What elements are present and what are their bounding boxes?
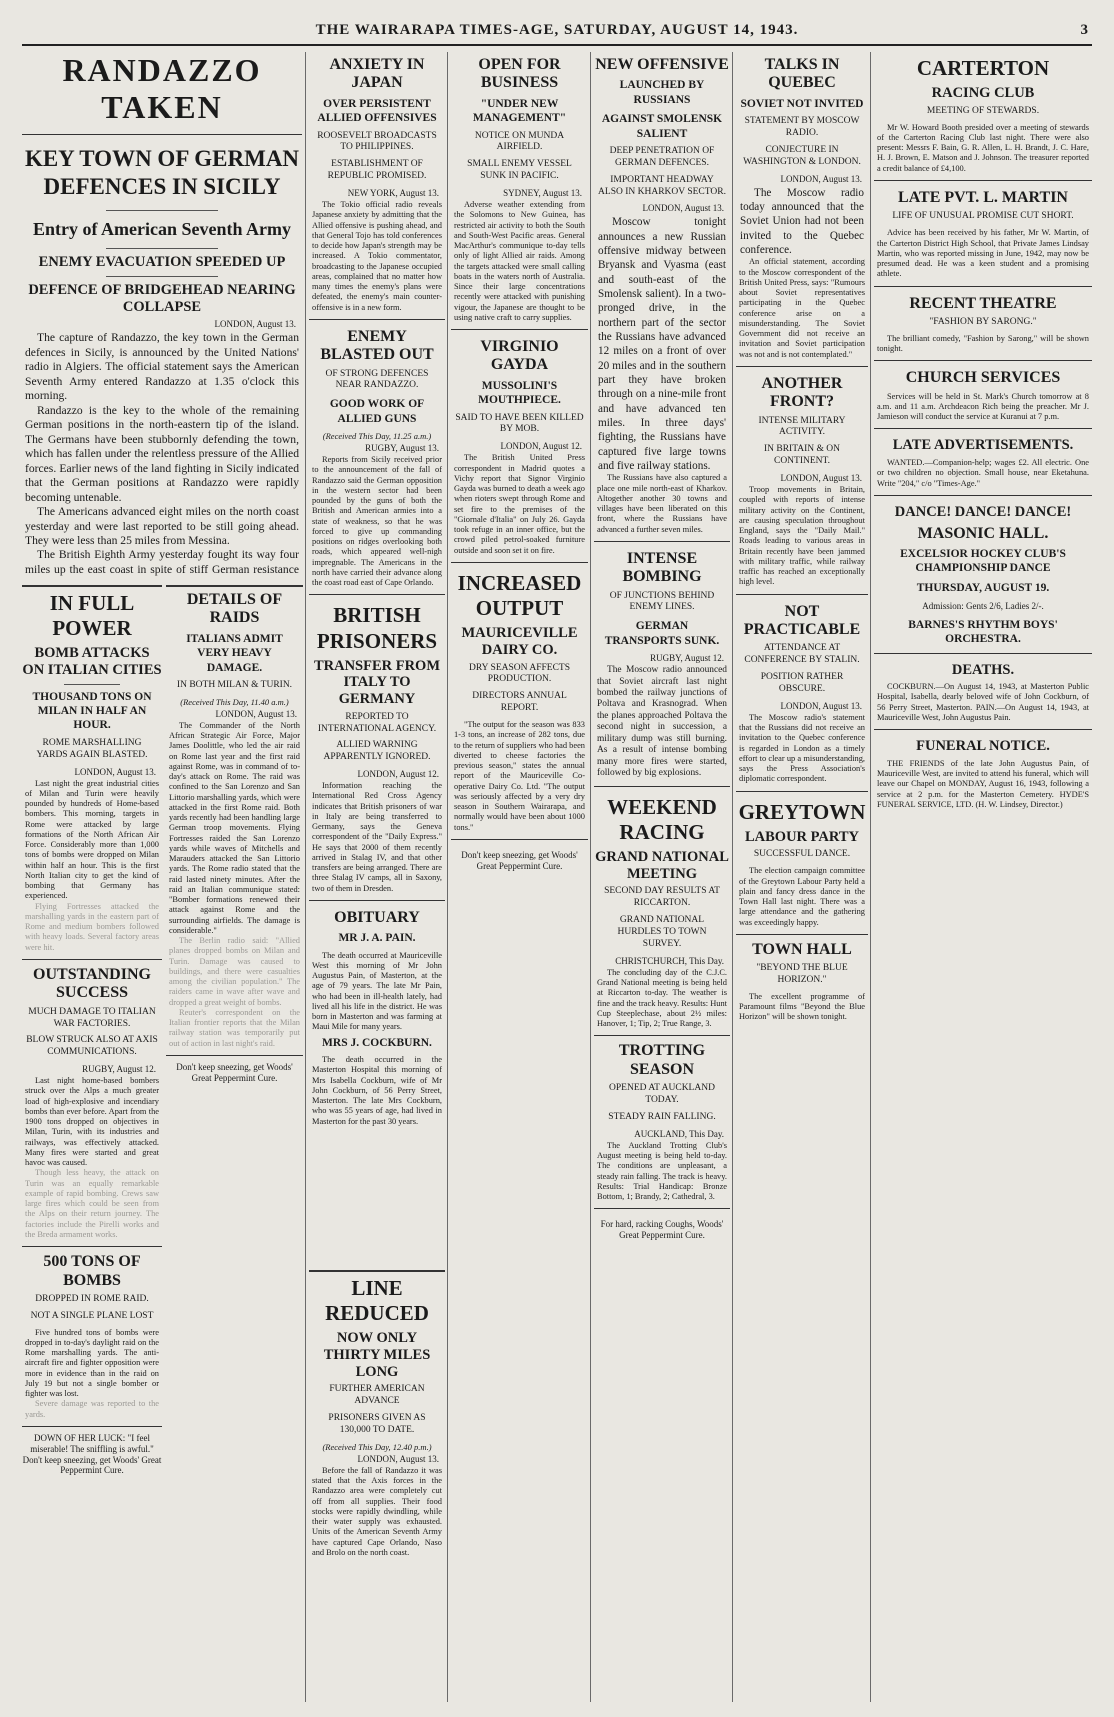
- dateline: RUGBY, August 13.: [365, 443, 439, 454]
- advert-woods: Don't keep sneezing, get Woods' Great Peppermint Cure.: [461, 849, 578, 871]
- subhead: ALLIED WARNING APPARENTLY IGNORED.: [323, 740, 431, 763]
- paragraph: "The output for the season was 833 1-3 tons, an increase of 282 tons, due to the return of suppliers who had been diverted to cheese factories the previous season," states the annual report of the Mauriceville Co-operative Dairy Co. Ltd. "The output was seriously affected by a very dry season in Southern Wairarapa, and normally would have been about 1000 tons.": [454, 720, 585, 832]
- deck: DEFENCE OF BRIDGEHEAD NEARING COLLAPSE: [28, 281, 296, 315]
- headline: CHURCH SERVICES: [905, 369, 1061, 387]
- subhead: IMPORTANT HEADWAY ALSO IN KHARKOV SECTOR.: [598, 174, 726, 197]
- paragraph: The Moscow radio's statement that the Russians did not receive an invitation to the Quebec conference is regarded in London as a timely effort to clear up a misunderstanding, says the Press Association's diplomatic correspondent.: [739, 712, 865, 784]
- subhead: SMALL ENEMY VESSEL SUNK IN PACIFIC.: [467, 159, 572, 182]
- subhead: IN BOTH MILAN & TURIN.: [176, 679, 293, 690]
- headline: INCREASED OUTPUT: [457, 570, 582, 620]
- paragraph: The excellent programme of Paramount films "Beyond the Blue Horizon" will be shown tonight.: [739, 991, 865, 1022]
- subhead: ROME MARSHALLING YARDS AGAIN BLASTED.: [36, 737, 148, 760]
- paragraph: The brilliant comedy, "Fashion by Sarong," will be shown tonight.: [877, 333, 1089, 354]
- subhead: TROTTING SEASON: [618, 1042, 706, 1078]
- divider: [594, 1035, 730, 1036]
- headline: OPEN FOR BUSINESS: [478, 56, 561, 92]
- headline: GREYTOWN: [738, 799, 866, 824]
- subhead: POSITION RATHER OBSCURE.: [760, 672, 844, 694]
- funeral-notice: THE FRIENDS of the late John Augustus Pain, of Mauriceville West, are invited to attend his funeral, which will leave our Chapel on MONDAY, August 16, 1943, following a service at 2 p.m. for the Masterton Cemetery. HYDE'S FUNERAL SERVICE, LTD. (H. W. Lindsey, Director.): [877, 758, 1089, 809]
- dance-event: EXCELSIOR HOCKEY CLUB'S CHAMPIONSHIP DANCE: [900, 547, 1066, 575]
- subhead: FURTHER AMERICAN ADVANCE: [329, 1384, 425, 1407]
- dateline: SYDNEY, August 13.: [503, 188, 582, 199]
- column-5: [594, 52, 730, 1702]
- subhead: STATEMENT BY MOSCOW RADIO.: [744, 116, 860, 139]
- received-note: (Received This Day, 11.40 a.m.): [180, 696, 289, 707]
- headline: INTENSE BOMBING: [622, 549, 702, 586]
- subhead: CONJECTURE IN WASHINGTON & LONDON.: [743, 144, 861, 167]
- headline: RECENT THEATRE: [909, 294, 1057, 312]
- column-rule: [305, 52, 306, 1702]
- divider: [22, 1426, 162, 1427]
- subhead: THOUSAND TONS ON MILAN IN HALF AN HOUR.: [32, 690, 152, 732]
- dateline: LONDON, August 13.: [780, 473, 862, 484]
- paragraph: Five hundred tons of bombs were dropped in to-day's daylight raid on the Rome marshalling yards. The anti-aircraft fire and fighter opposition were more in evidence than in the raid on July 19 but not a single bomber or fighter was lost.: [25, 1327, 159, 1399]
- paragraph: Information reaching the International Red Cross Agency indicates that British prisoners of war in Italy are being transferred to Germany, says the Geneva correspondent of the "Daily Express." He says that 2000 of them recently arrived in Stalag IV, and that other transfers are being arranged. There are three Stalag IV camps, all in Saxony, two of them in Dresden.: [312, 781, 442, 893]
- deck: TRANSFER FROM ITALY TO GERMANY: [313, 657, 441, 708]
- deck: ITALIANS ADMIT VERY HEAVY DAMAGE.: [186, 632, 283, 674]
- dateline: AUCKLAND, This Day.: [634, 1128, 724, 1139]
- received-note: (Received This Day, 11.25 a.m.): [322, 431, 432, 442]
- masthead: [22, 20, 1092, 46]
- subhead: DROPPED IN ROME RAID.: [35, 1293, 149, 1304]
- subhead: NOT A SINGLE PLANE LOST: [30, 1310, 154, 1321]
- paragraph: The Commander of the North African Strategic Air Force, Major James Doolittle, who led the air raid on Rome last year and the first raid against Rome, was in command of to-day's attack on Rome. The raid was confined to the San Lorenzo and San Littorio marshalling yards, which were attacked in the first Rome raid. Both yards recently had been handling large German troop movements. Flying Fortresses raided the San Lorenzo yards while waves of Mitchells and Marauders attacked the San Littorio yards. The Rome radio stated that the raid lasted ninety minutes. After the raid an Italian communique stated: "Bomber formations renewed their attack against Rome and the surrounding airfields. The damage is considerable.": [169, 720, 300, 935]
- classified-ad: WANTED.—Companion-help; wages £2. All electric. One or two children no objection. Small house, near Eketahuna. Write "204," c/o "Times-Age.": [877, 458, 1089, 488]
- divider: [106, 276, 218, 277]
- divider: [22, 959, 162, 960]
- paragraph: Last night the great industrial cities of Milan and Turin were heavily pounded by hundreds of Home-based bombers. This morning, targets in Rome were attacked by large formations of the North African Air Force. Considerably more than 1,000 tons of bombs were dropped on Milan within half an hour. This is the first North Italian city to get the kind of bombing that Germany has experienced.: [25, 778, 159, 901]
- article-full-power: IN FULL POWER BOMB ATTACKS ON ITALIAN CITIES THOUSAND TONS ON MILAN IN HALF AN HOUR. ROME MARSHALLING YARDS AGAIN BLASTED. LONDON, August 13. Last night the great industrial cities of Milan and Turin were heavily pounded by hundreds of Home-based bombers. This morning, targets in Rome were attacked by large formations of the North African Air Force. Considerably more than 1,000 tons of bombs were dropped on Milan within half an hour. This is the first North Italian city to get the kind of bombing that Germany has experienced. Flying Fortresses attacked the marshalling yards in the eastern part of Rome and medium bombers followed with heavy loads. Several factory areas were hit. OUTSTANDING SUCCESS MUCH DAMAGE TO ITALIAN WAR FACTORIES. BLOW STRUCK ALSO AT AXIS COMMUNICATIONS. RUGBY, August 12. Last night home-based bombers struck over the Alps a much greater load of high-explosive and incendiary bombs than ever before. Apart from the 1900 tons dropped on objectives in Milan, Turin, with its industries and railways, was effectively attacked. Many fires were started and great havoc was caused. Though less heavy, the attack on Turin was an equally remarkable example of rapid bombing. Crews saw large fires which could be seen from the Alps on their return journey. The factories include the Pirelli works and the Breda armament works. 500 TONS OF BOMBS DROPPED IN ROME RAID. NOT A SINGLE PLANE LOST Five hundred tons of bombs were dropped in to-day's daylight raid on the Rome marshalling yards. The anti-aircraft fire and fighter opposition were more in evidence than in the raid on July 19 but not a single bomber or fighter was lost. Severe damage was reported to the yards. DOWN OF HER LUCK: "I feel miserable! The sniffling is awful." Don't keep sneezing, get Woods' Great Peppermint Cure.: [22, 585, 162, 1702]
- paragraph: The Russians have also captured a place one mile north-east of Kharkov. Altogether another 30 towns and villages have been liberated on this front, where the Russians have advanced a further seven miles.: [597, 473, 727, 534]
- headline: DEATHS.: [951, 661, 1015, 678]
- banner-headline: RANDAZZO TAKEN: [22, 52, 302, 135]
- subhead: MUCH DAMAGE TO ITALIAN WAR FACTORIES.: [28, 1006, 156, 1029]
- paragraph: The British United Press correspondent in Madrid quotes a Vichy report that Signor Virginio Gayda was burned to death a week ago when rioters swept through Rome and set fire to the premises of the "Giornale d'Italia" on July 26. Gayda took refuge in an inner office, but the crowd piled petrol-soaked furniture outside and soon set it on fire.: [454, 453, 585, 555]
- dateline: LONDON, August 13.: [357, 1453, 439, 1464]
- deck: OF JUNCTIONS BEHIND ENEMY LINES.: [609, 590, 715, 613]
- dateline: CHRISTCHURCH, This Day.: [615, 955, 724, 966]
- headline: ANXIETY IN JAPAN: [329, 56, 425, 92]
- subhead: MRS J. COCKBURN.: [322, 1036, 432, 1049]
- subhead: BLOW STRUCK ALSO AT AXIS COMMUNICATIONS.: [26, 1035, 158, 1058]
- headline: TALKS IN QUEBEC: [764, 56, 840, 92]
- dateline: LONDON, August 12.: [357, 769, 439, 780]
- deck: LABOUR PARTY: [744, 828, 860, 845]
- paragraph: The death occurred in the Masterton Hospital this morning of Mrs Isabella Cockburn, wife of Mr John Cockburn, of 56 Perry Street, Masterton. The late Mrs Cockburn, who was 55 years of age, had lived in Masterton for the past 30 years.: [312, 1055, 442, 1126]
- dance-admission: Admission: Gents 2/6, Ladies 2/-.: [922, 601, 1044, 612]
- headline: ENEMY BLASTED OUT: [320, 327, 434, 364]
- subhead: PRISONERS GIVEN AS 130,000 TO DATE.: [328, 1413, 426, 1436]
- dateline: LONDON, August 13.: [214, 319, 296, 330]
- dance-date: THURSDAY, AUGUST 19.: [916, 581, 1050, 594]
- headline: ANOTHER FRONT?: [761, 374, 843, 411]
- lead-paragraph: Moscow tonight announces a new Russian offensive midway between Bryansk and Vyasma (east and south-east of the Smolensk salient). In a two-pronged drive, in the northern part of the sector the Russians have advanced 12 miles on a front of over 20 miles and in the southern part they have broken through on a nine-mile front and have advanced ten miles. In three days' fighting, the Russians have captured five large towns and five railway stations.: [598, 216, 726, 472]
- column-rule: [447, 52, 448, 1702]
- subhead: OPENED AT AUCKLAND TODAY.: [609, 1083, 715, 1106]
- subhead: SAID TO HAVE BEEN KILLED BY MOB.: [455, 412, 584, 435]
- dateline: LONDON, August 13.: [780, 700, 862, 711]
- subhead: MEETING OF STEWARDS.: [926, 105, 1040, 116]
- headline: NEW OFFENSIVE: [595, 56, 729, 73]
- subhead: GERMAN TRANSPORTS SUNK.: [604, 620, 720, 647]
- headline: LINE REDUCED: [325, 1276, 429, 1326]
- subhead: SECOND DAY RESULTS AT RICCARTON.: [604, 886, 720, 909]
- subhead: ROOSEVELT BROADCASTS TO PHILIPPINES.: [317, 130, 437, 153]
- article-randazzo: [22, 52, 302, 577]
- dateline: LONDON, August 13.: [74, 766, 156, 777]
- subhead: NOTICE ON MUNDA AIRFIELD.: [474, 130, 565, 153]
- column-4: [451, 52, 588, 1702]
- article-line-reduced: [309, 1270, 445, 1700]
- headline: CARTERTON: [916, 56, 1050, 80]
- column-rule: [870, 52, 871, 1702]
- paragraph: The Auckland Trotting Club's August meeting is being held to-day. The conditions are unpleasant, a steady rain falling. The track is heavy. Results: Trial Handicap: Bronze Bottom, 1; Brandy, 2; Cathedral, 3.: [597, 1140, 727, 1202]
- divider: [22, 1246, 162, 1247]
- paragraph: Services will be held in St. Mark's Church tomorrow at 8 a.m. and 11 a.m. Archdeacon Rich being the preacher. Mr J. Jamieson will conduct the service at Kuranui at 7 p.m.: [877, 391, 1089, 422]
- death-notices: COCKBURN.—On August 14, 1943, at Masterton Public Hospital, Isabella, dearly beloved wife of John Cockburn, of 56 Perry Street, Masterton. PAIN.—On August 14, 1943, at Mauriceville West, John Augustus Pain.: [877, 682, 1089, 722]
- newspaper-title: THE WAIRARAPA TIMES-AGE, SATURDAY, AUGUST 14, 1943.: [315, 22, 799, 38]
- deck: NOW ONLY THIRTY MILES LONG: [323, 1330, 431, 1380]
- advert-quip: DOWN OF HER LUCK: "I feel miserable! The sniffling is awful." Don't keep sneezing, get Woods' Great Peppermint Cure.: [22, 1432, 162, 1476]
- subhead: LIFE OF UNUSUAL PROMISE CUT SHORT.: [892, 211, 1074, 222]
- headline: WEEKEND RACING: [607, 794, 717, 844]
- headline: FUNERAL NOTICE.: [916, 738, 1050, 755]
- subhead: DEEP PENETRATION OF GERMAN DEFENCES.: [609, 145, 715, 168]
- headline: DETAILS OF RAIDS: [186, 591, 283, 627]
- article-details-of-raids: DETAILS OF RAIDS ITALIANS ADMIT VERY HEAVY DAMAGE. IN BOTH MILAN & TURIN. (Received This Day, 11.40 a.m.) LONDON, August 13. The Commander of the North African Strategic Air Force, Major James Doolittle, who led the air raid on Rome last year and the first raid against Rome, was in command of to-day's attack on Rome. The raid was confined to the San Lorenzo and San Littorio marshalling yards, which were attacked in the first Rome raid. Both yards recently had been handling large German troop movements. Flying Fortresses raided the San Lorenzo yards while waves of Mitchells and Marauders attacked the San Littorio yards. The Rome radio stated that the raid lasted ninety minutes. After the raid an Italian communique stated: "Bomber formations renewed their attack against Rome and the surrounding airfields. The damage is considerable." The Berlin radio said: "Allied planes dropped bombs on Milan and Turin. Damage was caused to buildings, and there were casualties among the civilian population." The raiders came in wave after wave and dropped a great weight of bombs. Reuter's correspondent on the Italian frontier reports that the Milan railway station was temporarily put out of action in last night's raid. Don't keep sneezing, get Woods' Great Peppermint Cure.: [166, 585, 303, 1702]
- deck: OVER PERSISTENT ALLIED OFFENSIVES: [317, 97, 437, 125]
- dateline: RUGBY, August 12.: [82, 1064, 156, 1075]
- column-rule: [732, 52, 733, 1702]
- subhead: Entry of American Seventh Army: [33, 219, 291, 240]
- subhead: SUCCESSFUL DANCE.: [753, 849, 851, 860]
- deck: MUSSOLINI'S MOUTHPIECE.: [478, 379, 561, 407]
- subhead: GRAND NATIONAL HURDLES TO TOWN SURVEY.: [617, 915, 707, 949]
- advert-cold: For hard, racking Coughs, Woods' Great Peppermint Cure.: [600, 1219, 724, 1241]
- page-number: 3: [1080, 22, 1088, 38]
- subhead: "FASHION BY SARONG.": [929, 316, 1037, 327]
- deck: LAUNCHED BY RUSSIANS: [619, 79, 705, 106]
- paragraph: The Americans advanced eight miles on the north coast yesterday and were last reported to be still going ahead. They were less than 25 miles from Messina.: [25, 505, 299, 547]
- headline: NOT PRACTICABLE: [743, 602, 861, 638]
- paragraph: The Moscow radio announced that Soviet aircraft last night bombed the railway junctions of Poltava and Krasnograd. When the planes approached Poltava the second night in succession, a military dump was still burning. As a result of intense bombing many more fires were started, followed by big explosions.: [597, 665, 727, 779]
- subhead: IN BRITAIN & ON CONTINENT.: [763, 444, 841, 467]
- paragraph: The capture of Randazzo, the key town in the German defences in Sicily, is announced by the United Nations' radio in Algiers. The official statement says the American Seventh Army entered Randazzo at 1.35 o'clock this morning.: [25, 331, 299, 403]
- paragraph: Mr W. Howard Booth presided over a meeting of stewards of the Carterton Racing Club last night. There were also present: Messrs F. Bain, G. R. Allen, L. H. Brandt, J. C. Hare, H. J. Brown, E. Matson and J. Johnson. The treasurer reported a credit balance of £4,100.: [877, 122, 1089, 173]
- headline: BRITISH PRISONERS: [316, 603, 438, 653]
- deck: BOMB ATTACKS ON ITALIAN CITIES: [22, 645, 162, 679]
- paragraph: An official statement, according to the Moscow correspondent of the British United Press, says: "Rumours about Soviet representatives participating in the Quebec conference arise on a misunderstanding. The Soviet Government did not receive an invitation and Soviet participation was not and is not contemplated.": [739, 257, 865, 359]
- paragraph: The death occurred at Mauriceville West this morning of Mr John Augustus Pain, of Masterton, at the age of 79 years. The late Mr Pain, who had been in ill-health lately, had lived all his life in the district. He was born in Masterton and was farming at Maui Mile for many years.: [312, 950, 442, 1032]
- subhead: STEADY RAIN FALLING.: [608, 1111, 716, 1122]
- paragraph: The election campaign committee of the Greytown Labour Party held a plain and fancy dress dance in the Town Hall last night. There was a large attendance and the gathering was exceedingly happy.: [739, 866, 865, 927]
- divider: [106, 210, 218, 211]
- subhead: TOWN HALL: [752, 940, 852, 958]
- divider: [166, 1055, 303, 1056]
- dateline: RUGBY, August 12.: [650, 653, 724, 664]
- subhead: ESTABLISHMENT OF REPUBLIC PROMISED.: [327, 159, 427, 182]
- subhead: MR J. A. PAIN.: [338, 932, 416, 945]
- paragraph: Troop movements in Britain, coupled with reports of intense military activity on the Continent, are causing speculation throughout England, says the "Daily Mail." Roads leading to various areas in Britain recently have been jammed with military traffic, while railway traffic has reached an exceptionally high level.: [739, 485, 865, 587]
- headline: VIRGINIO GAYDA: [480, 338, 559, 374]
- deck: SOVIET NOT INVITED: [740, 97, 864, 110]
- divider: [106, 248, 218, 249]
- dateline: LONDON, August 13.: [215, 708, 297, 719]
- subhead: REPORTED TO INTERNATIONAL AGENCY.: [317, 711, 437, 734]
- paragraph: Randazzo is the key to the whole of the remaining German positions in the north-eastern tip of the island. The Germans have been stubbornly defending the town, which has fallen under the relentless pressure of the Allied forces. Earlier news of the land fighting in Sicily indicated that the German positions at Randazzo were rapidly becoming untenable.: [25, 403, 299, 504]
- received-note: (Received This Day, 12.40 p.m.): [322, 1441, 432, 1452]
- divider: [64, 684, 120, 685]
- deck: GRAND NATIONAL MEETING: [595, 849, 729, 882]
- dateline: LONDON, August 13.: [780, 173, 862, 184]
- paragraph: Last night home-based bombers struck over the Alps a much greater load of high-explosive and incendiary bombs than ever before. Apart from the 1900 tons dropped on objectives in Milan, Turin, with its industries and railways, was effectively attacked. Many fires were started and great havoc was caused.: [25, 1076, 159, 1168]
- subhead: "BEYOND THE BLUE HORIZON.": [756, 963, 848, 986]
- column-6: [736, 52, 868, 1702]
- headline: LATE ADVERTISEMENTS.: [892, 437, 1074, 454]
- subhead: GOOD WORK OF ALLIED GUNS: [329, 398, 425, 425]
- headline: IN FULL POWER: [49, 591, 135, 641]
- paragraph: Adverse weather extending from the Solomons to New Guinea, has restricted air activity to both the South and South-West Pacific areas. General MacArthur's communique to-day tells only of light Allied air raids. Among the targets attacked were small calling boats in the waters north of Australia. Since their large concentrations recently were attacked with punishing vigour, the Japanese are thought to be using native craft to carry supplies.: [454, 200, 585, 322]
- subhead: DIRECTORS ANNUAL REPORT.: [472, 691, 567, 714]
- dance-band: BARNES'S RHYTHM BOYS' ORCHESTRA.: [908, 618, 1058, 646]
- deck: "UNDER NEW MANAGEMENT": [472, 97, 567, 125]
- subhead: DRY SEASON AFFECTS PRODUCTION.: [468, 662, 570, 685]
- deck: OF STRONG DEFENCES NEAR RANDAZZO.: [325, 368, 429, 391]
- dateline: LONDON, August 13.: [642, 203, 724, 214]
- column-rule: [590, 52, 591, 1702]
- divider: [736, 934, 868, 935]
- dateline: NEW YORK, August 13.: [347, 188, 439, 199]
- dateline: LONDON, August 12.: [500, 441, 582, 452]
- dance-venue: MASONIC HALL.: [917, 524, 1049, 542]
- deck: ENEMY EVACUATION SPEEDED UP: [38, 254, 286, 271]
- paragraph: The Tokio official radio reveals Japanese anxiety by admitting that the Allied offensive is pushing ahead, and that General Tojo has told conferences to decide how Japan's strength may be increased. A Tokio commentator, broadcasting to the Japanese occupied areas, complained that no matter how many times the enemy's plans were defeated, the enemy's main counter-offensive is in a new form.: [312, 200, 442, 312]
- paragraph: The British Eighth Army yesterday fought its way four miles up the east coast in spite of stiff German resistance: [25, 548, 299, 576]
- subhead: OUTSTANDING SUCCESS: [33, 965, 151, 1002]
- advert-woods: Don't keep sneezing, get Woods' Great Peppermint Cure.: [176, 1061, 293, 1083]
- column-7: [874, 52, 1092, 1702]
- paragraph: Advice has been received by his father, Mr W. Martin, of the Carterton District High School, that Private James Lindsay Martin, who was reported missing in June, 1942, may now be presumed dead. He was a keen student and a promising athlete.: [877, 228, 1089, 279]
- headline: LATE PVT. L. MARTIN: [898, 188, 1068, 206]
- main-headline: KEY TOWN OF GERMAN DEFENCES IN SICILY: [24, 146, 300, 199]
- headline: OBITUARY: [334, 908, 420, 926]
- deck: RACING CLUB: [931, 85, 1035, 102]
- deck: INTENSE MILITARY ACTIVITY.: [758, 415, 846, 438]
- deck: ATTENDANCE AT CONFERENCE BY STALIN.: [744, 643, 860, 666]
- lead-paragraph: The Moscow radio today announced that the Soviet Union had not been invited to the Quebec conference.: [740, 186, 864, 256]
- paragraph: Before the fall of Randazzo it was stated that the Axis forces in the Randazzo area were completely cut off from all supplies. Their food stocks were rapidly dwindling, while their water supply was exhausted. Units of the American Seventh Army have captured Cape Orlando, Naso and Brolo on the north coast.: [312, 1465, 442, 1557]
- subhead: AGAINST SMOLENSK SALIENT: [601, 113, 723, 140]
- dance-advert-title: DANCE! DANCE! DANCE!: [894, 503, 1072, 520]
- deck: MAURICEVILLE DAIRY CO.: [461, 625, 578, 658]
- subhead: 500 TONS OF BOMBS: [43, 1253, 141, 1289]
- paragraph: Reports from Sicily received prior to the announcement of the fall of Randazzo said the German opposition in the western sector had been pounded by the guns of both the British and American armies into a state of weakness, so that he was forced to give up commanding positions on ridges overlooking both roads, which appeared well-nigh impregnable. The Americans in the north have carried their advance along the coast road east of Cape Orlando.: [312, 455, 442, 588]
- paragraph: The concluding day of the C.J.C. Grand National meeting is being held at Riccarton to-day. The weather is fine and the track heavy. Results: Hunt Cup Steeplechase, about 2½ miles: Hanover, 1; Tip, 2; True Range, 3.: [597, 967, 727, 1029]
